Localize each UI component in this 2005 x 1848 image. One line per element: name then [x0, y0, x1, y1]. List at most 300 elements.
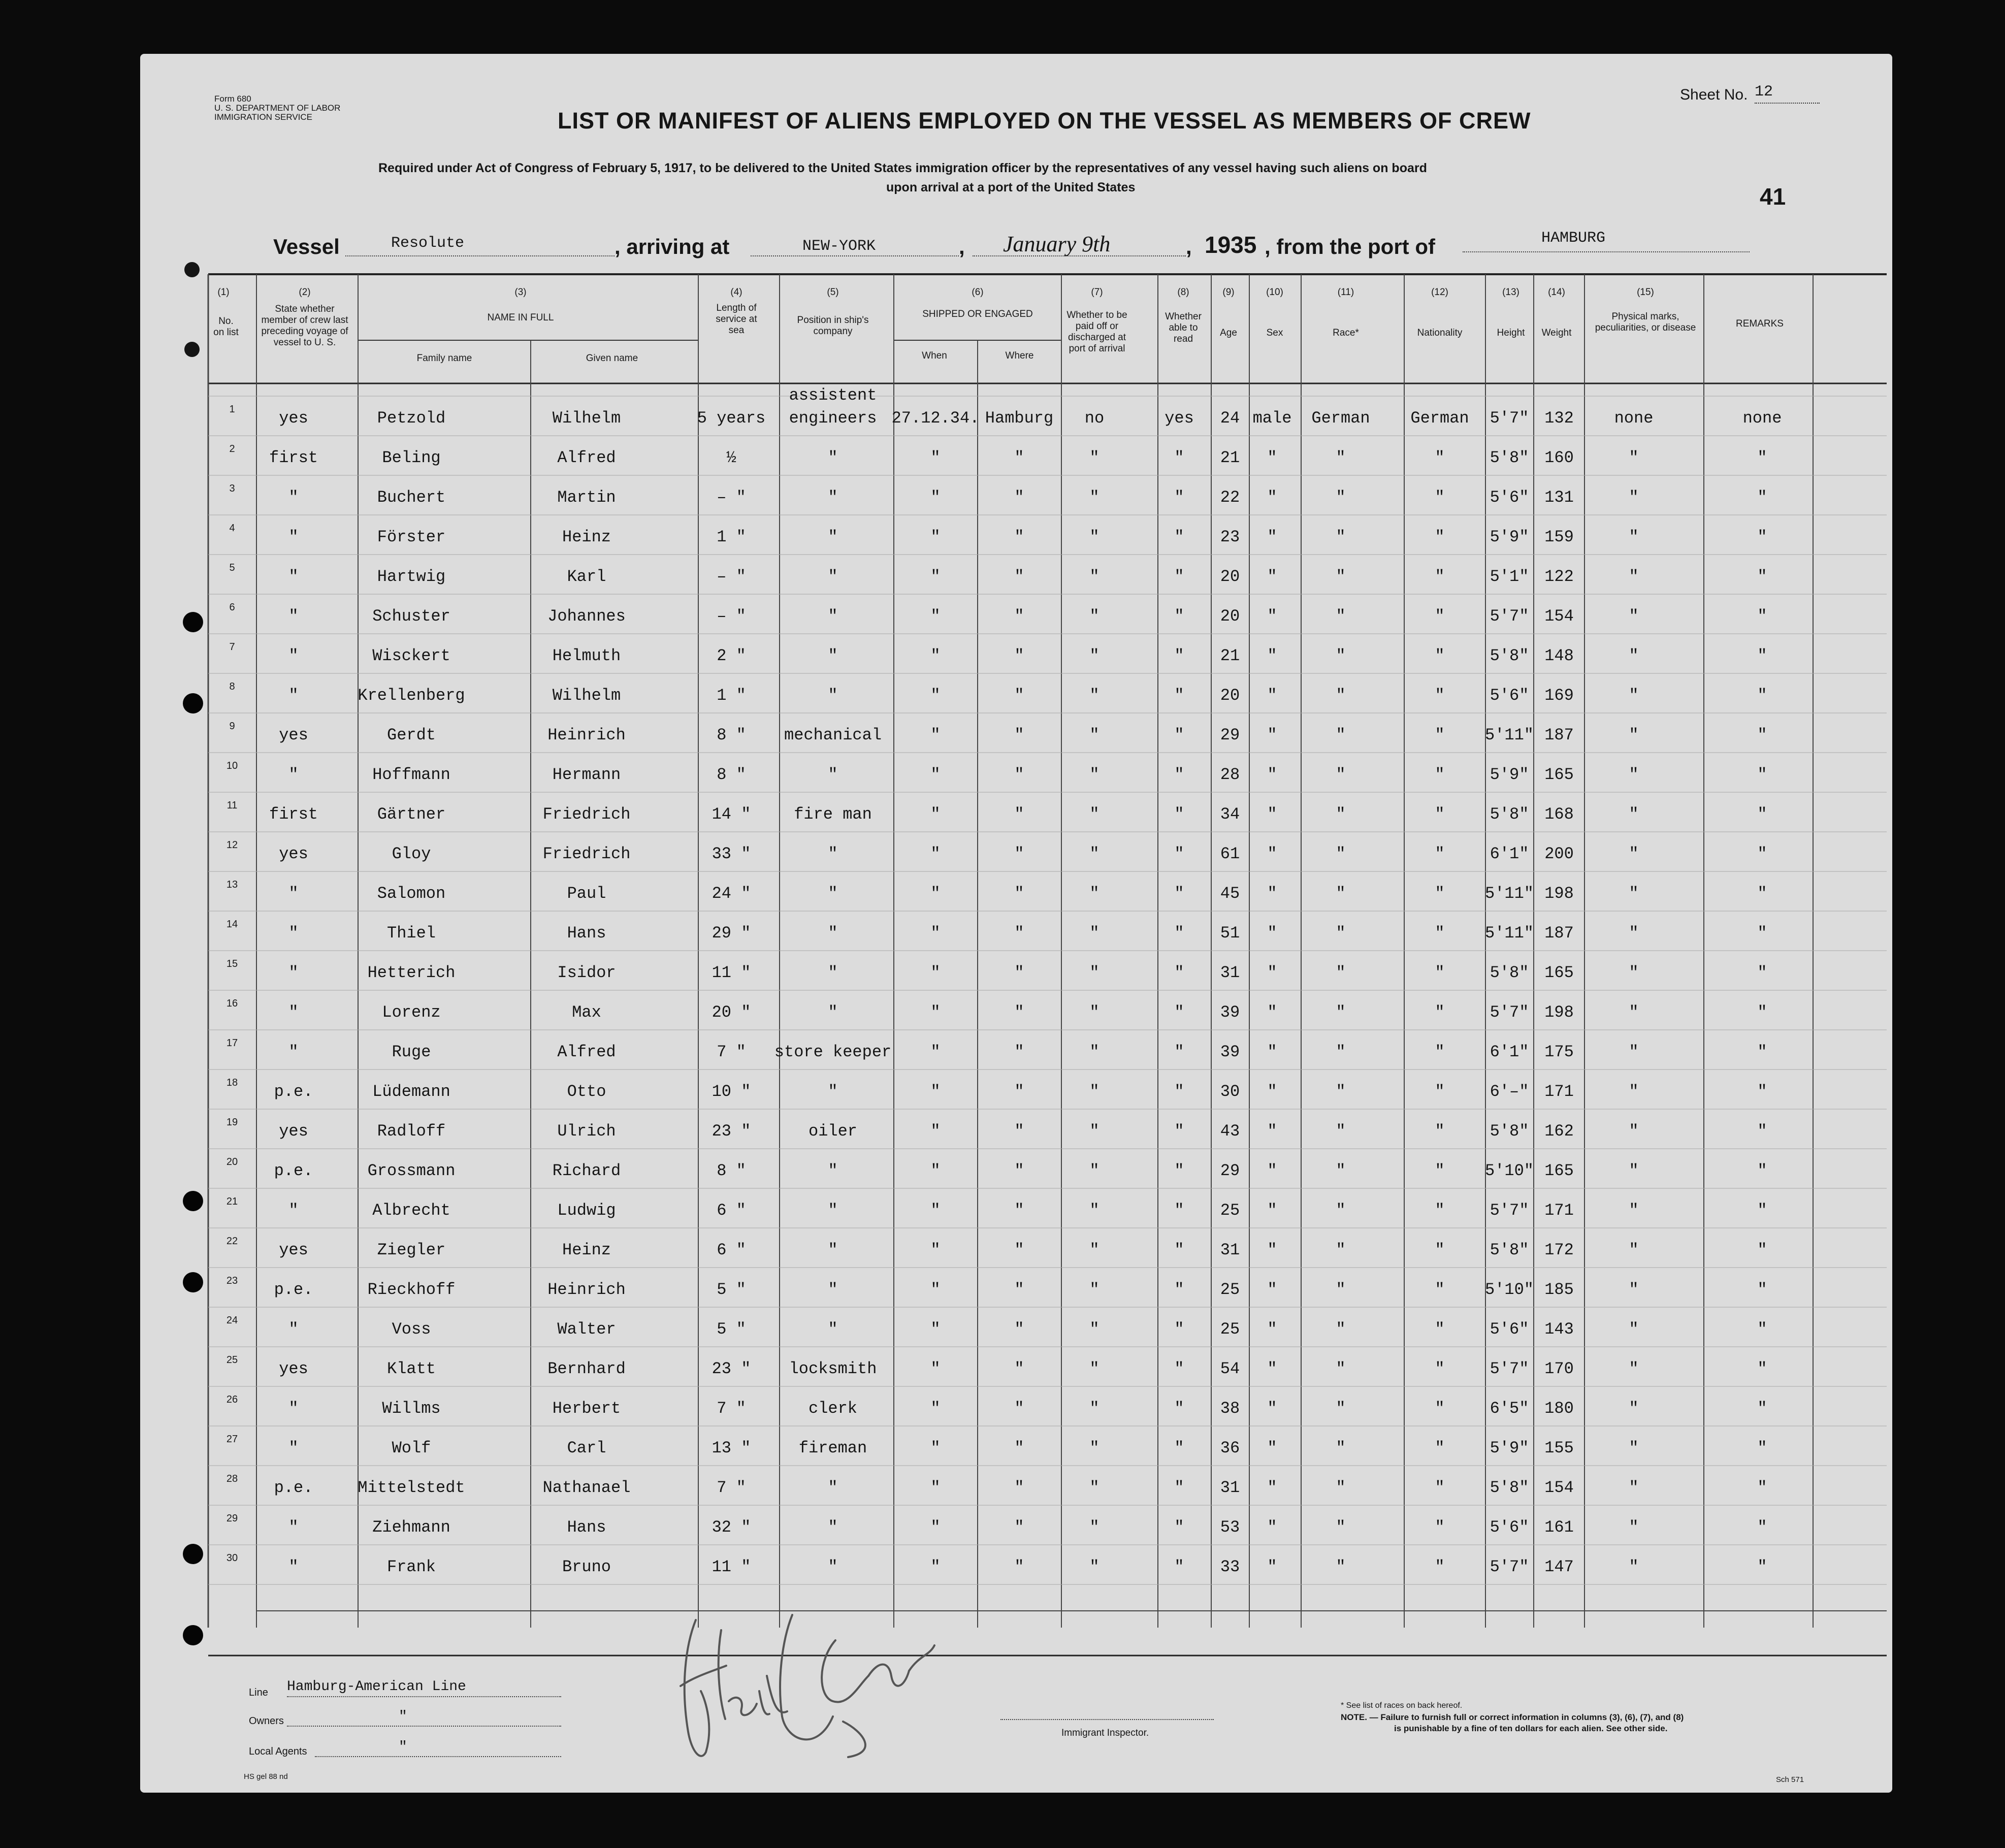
cell-sex: ": [1267, 1241, 1277, 1259]
races-note: * See list of races on back hereof.: [1341, 1701, 1463, 1710]
cell-weight: 165: [1544, 1161, 1574, 1180]
cell-remarks: ": [1757, 528, 1767, 546]
cell-no: 9: [229, 721, 235, 732]
cell-when: ": [930, 726, 941, 744]
page-subtitle: Required under Act of Congress of February 5, 1917, to be delivered to the United States immigration officer by the representatives of any vessel having such aliens on board: [378, 161, 1427, 175]
cell-where: ": [1014, 1558, 1024, 1576]
cell-read: ": [1174, 567, 1184, 586]
cell-race: ": [1336, 1399, 1346, 1418]
cell-paid: ": [1089, 1241, 1099, 1259]
cell-prev: yes: [279, 1359, 308, 1378]
cell-weight: 171: [1544, 1201, 1574, 1220]
cell-nat: ": [1435, 1320, 1445, 1339]
penalty-note-2: is punishable by a fine of ten dollars for each alien. See other side.: [1394, 1724, 1668, 1733]
cell-read: ": [1174, 1518, 1184, 1537]
cell-read: ": [1174, 726, 1184, 744]
cell-where: ": [1014, 1201, 1024, 1220]
cell-remarks: ": [1757, 845, 1767, 863]
penalty-note: NOTE. — Failure to furnish full or correct information in columns (3), (6), (7), and (8): [1341, 1712, 1684, 1722]
cell-weight: 161: [1544, 1518, 1574, 1537]
line-value: Hamburg-American Line: [287, 1679, 466, 1695]
cell-where: ": [1014, 607, 1024, 626]
cell-position: mechanical: [784, 726, 882, 744]
cell-weight: 168: [1544, 805, 1574, 824]
cell-weight: 185: [1544, 1280, 1574, 1299]
cell-service: 29 ": [712, 924, 751, 943]
cell-read: ": [1174, 1399, 1184, 1418]
cell-service: 23 ": [712, 1122, 751, 1141]
cell-marks: ": [1629, 805, 1639, 824]
inspector-label: Immigrant Inspector.: [1061, 1728, 1149, 1738]
col-10-header: Sex: [1266, 328, 1283, 338]
cell-nat: ": [1435, 1241, 1445, 1259]
cell-nat: ": [1435, 1201, 1445, 1220]
cell-age: 29: [1220, 1161, 1240, 1180]
cell-family: Hoffmann: [372, 765, 450, 784]
cell-family: Rieckhoff: [367, 1280, 456, 1299]
cell-prev: ": [288, 924, 299, 943]
col-3-given-header: Given name: [586, 353, 638, 364]
col-8-number: (8): [1177, 287, 1189, 298]
cell-when: ": [930, 1320, 941, 1339]
cell-paid: ": [1089, 448, 1099, 467]
cell-when: ": [930, 528, 941, 546]
cell-race: ": [1336, 488, 1346, 507]
cell-sex: ": [1267, 567, 1277, 586]
cell-race: ": [1336, 1161, 1346, 1180]
col-5-number: (5): [827, 287, 839, 298]
cell-given: Walter: [557, 1320, 616, 1339]
cell-weight: 131: [1544, 488, 1574, 507]
cell-race: ": [1336, 1518, 1346, 1537]
cell-race: ": [1336, 805, 1346, 824]
cell-paid: ": [1089, 528, 1099, 546]
cell-read: ": [1174, 845, 1184, 863]
cell-position: ": [828, 924, 838, 943]
cell-family: Radloff: [377, 1122, 446, 1141]
cell-where: ": [1014, 1003, 1024, 1022]
cell-family: Lüdemann: [372, 1082, 450, 1101]
cell-race: ": [1336, 726, 1346, 744]
col-13-header: Height: [1497, 328, 1525, 338]
cell-given: Heinz: [562, 528, 611, 546]
cell-where: ": [1014, 1439, 1024, 1457]
cell-given: Martin: [557, 488, 616, 507]
cell-remarks: ": [1757, 1280, 1767, 1299]
cell-when: ": [930, 1439, 941, 1457]
cell-age: 21: [1220, 448, 1240, 467]
cell-when: ": [930, 567, 941, 586]
cell-marks: none: [1614, 409, 1654, 428]
cell-position: ": [828, 1280, 838, 1299]
cell-remarks: ": [1757, 1161, 1767, 1180]
cell-service: 5 ": [717, 1280, 746, 1299]
cell-read: ": [1174, 646, 1184, 665]
cell-prev: yes: [279, 845, 308, 863]
col-1-header: No. on list: [213, 316, 239, 338]
cell-sex: ": [1267, 448, 1277, 467]
cell-race: ": [1336, 1201, 1346, 1220]
cell-read: ": [1174, 1558, 1184, 1576]
cell-read: ": [1174, 686, 1184, 705]
cell-age: 31: [1220, 963, 1240, 982]
cell-nat: ": [1435, 1280, 1445, 1299]
cell-sex: ": [1267, 646, 1277, 665]
cell-weight: 198: [1544, 884, 1574, 903]
cell-family: Gärtner: [377, 805, 446, 824]
col-3-header: NAME IN FULL: [487, 312, 554, 323]
cell-paid: ": [1089, 686, 1099, 705]
bottom-code: HS gel 88 nd: [244, 1772, 288, 1781]
cell-family: Thiel: [386, 924, 436, 943]
cell-no: 19: [226, 1117, 238, 1128]
col-14-header: Weight: [1541, 328, 1572, 338]
cell-family: Gerdt: [386, 726, 436, 744]
page-number: 41: [1760, 183, 1786, 210]
cell-given: Hans: [567, 1518, 606, 1537]
cell-prev: yes: [279, 726, 308, 744]
cell-nat: ": [1435, 1399, 1445, 1418]
cell-nat: ": [1435, 567, 1445, 586]
cell-given: Nathanael: [542, 1478, 631, 1497]
cell-nat: ": [1435, 1003, 1445, 1022]
cell-position: ": [828, 567, 838, 586]
cell-height: 5'6": [1490, 488, 1529, 507]
cell-height: 5'11": [1484, 884, 1534, 903]
cell-when: ": [930, 646, 941, 665]
cell-given: Herbert: [552, 1399, 621, 1418]
cell-height: 5'8": [1490, 805, 1529, 824]
cell-height: 6'–": [1490, 1082, 1529, 1101]
cell-family: Beling: [382, 448, 441, 467]
cell-height: 5'8": [1490, 448, 1529, 467]
cell-paid: ": [1089, 1201, 1099, 1220]
cell-family: Salomon: [377, 884, 446, 903]
cell-height: 6'5": [1490, 1399, 1529, 1418]
cell-service: 8 ": [717, 1161, 746, 1180]
col-2-header: State whether member of crew last preceding voyage of vessel to U. S.: [261, 304, 348, 348]
cell-no: 21: [226, 1196, 238, 1207]
cell-position: engineers: [789, 409, 877, 428]
cell-paid: no: [1084, 409, 1105, 428]
cell-paid: ": [1089, 1043, 1099, 1061]
cell-remarks: none: [1742, 409, 1782, 428]
cell-height: 5'1": [1490, 567, 1529, 586]
inspector-rule: [1000, 1719, 1214, 1720]
cell-sex: ": [1267, 805, 1277, 824]
cell-prev: ": [288, 884, 299, 903]
cell-when: ": [930, 1518, 941, 1537]
col-12-header: Nationality: [1417, 328, 1463, 338]
cell-where: ": [1014, 765, 1024, 784]
cell-age: 25: [1220, 1280, 1240, 1299]
cell-age: 54: [1220, 1359, 1240, 1378]
cell-race: ": [1336, 963, 1346, 982]
cell-age: 31: [1220, 1478, 1240, 1497]
cell-weight: 147: [1544, 1558, 1574, 1576]
cell-position: clerk: [808, 1399, 858, 1418]
vessel-name: Resolute: [391, 235, 465, 252]
col-1-number: (1): [217, 287, 230, 298]
cell-nat: ": [1435, 924, 1445, 943]
cell-no: 20: [226, 1156, 238, 1168]
cell-service: – ": [717, 607, 746, 626]
cell-where: ": [1014, 1122, 1024, 1141]
cell-paid: ": [1089, 845, 1099, 863]
cell-prev: ": [288, 646, 299, 665]
cell-sex: ": [1267, 1320, 1277, 1339]
cell-race: ": [1336, 567, 1346, 586]
cell-height: 5'6": [1490, 1320, 1529, 1339]
cell-service: 23 ": [712, 1359, 751, 1378]
cell-where: ": [1014, 1082, 1024, 1101]
vessel-label: Vessel: [273, 235, 340, 258]
cell-marks: ": [1629, 686, 1639, 705]
cell-paid: ": [1089, 1161, 1099, 1180]
cell-height: 5'11": [1484, 924, 1534, 943]
cell-position: ": [828, 1003, 838, 1022]
cell-family: Schuster: [372, 607, 450, 626]
col-7-header: Whether to be paid off or discharged at port of arrival: [1066, 310, 1127, 354]
local-agents-value: ": [399, 1739, 407, 1755]
cell-position: ": [828, 1241, 838, 1259]
local-agents-label: Local Agents: [249, 1746, 307, 1757]
cell-no: 27: [226, 1434, 238, 1445]
cell-service: – ": [717, 488, 746, 507]
line-label: Line: [249, 1687, 268, 1698]
cell-when: ": [930, 488, 941, 507]
cell-marks: ": [1629, 1558, 1639, 1576]
cell-age: 24: [1220, 409, 1240, 428]
cell-where: ": [1014, 1518, 1024, 1537]
cell-family: Wisckert: [372, 646, 450, 665]
cell-where: ": [1014, 1399, 1024, 1418]
cell-given: Alfred: [557, 448, 616, 467]
cell-paid: ": [1089, 646, 1099, 665]
cell-marks: ": [1629, 1399, 1639, 1418]
col-4-header: Length of service at sea: [716, 303, 757, 336]
department-line: U. S. DEPARTMENT OF LABOR: [214, 103, 341, 113]
cell-age: 21: [1220, 646, 1240, 665]
cell-read: ": [1174, 1003, 1184, 1022]
cell-paid: ": [1089, 765, 1099, 784]
cell-position: fire man: [794, 805, 872, 824]
cell-marks: ": [1629, 884, 1639, 903]
cell-when: ": [930, 845, 941, 863]
col-10-number: (10): [1266, 287, 1283, 298]
cell-service: 7 ": [717, 1478, 746, 1497]
separator-comma: ,: [1186, 235, 1192, 258]
cell-race: ": [1336, 1280, 1346, 1299]
remarks-header: REMARKS: [1736, 318, 1784, 329]
cell-remarks: ": [1757, 607, 1767, 626]
cell-given: Bruno: [562, 1558, 611, 1576]
form-number: Form 680: [214, 94, 251, 104]
cell-prev: ": [288, 528, 299, 546]
col-5-header: Position in ship's company: [797, 315, 869, 337]
cell-weight: 180: [1544, 1399, 1574, 1418]
cell-no: 28: [226, 1473, 238, 1484]
cell-remarks: ": [1757, 1399, 1767, 1418]
cell-no: 30: [226, 1552, 238, 1564]
cell-race: ": [1336, 1558, 1346, 1576]
col-6-when-header: When: [922, 350, 947, 361]
cell-service: 5 years: [697, 409, 766, 428]
cell-when: ": [930, 686, 941, 705]
cell-race: ": [1336, 448, 1346, 467]
col-6-number: (6): [972, 287, 984, 298]
cell-position: ": [828, 845, 838, 863]
cell-remarks: ": [1757, 805, 1767, 824]
cell-nat: German: [1410, 409, 1469, 428]
cell-marks: ": [1629, 765, 1639, 784]
cell-where: ": [1014, 924, 1024, 943]
cell-prev: ": [288, 1003, 299, 1022]
cell-paid: ": [1089, 567, 1099, 586]
cell-when: ": [930, 1399, 941, 1418]
cell-remarks: ": [1757, 488, 1767, 507]
cell-prev: ": [288, 1558, 299, 1576]
cell-no: 11: [227, 800, 238, 811]
cell-prev: ": [288, 607, 299, 626]
cell-sex: ": [1267, 963, 1277, 982]
cell-when: ": [930, 1478, 941, 1497]
cell-paid: ": [1089, 1280, 1099, 1299]
cell-no: 7: [229, 641, 235, 653]
cell-age: 38: [1220, 1399, 1240, 1418]
cell-family: Buchert: [377, 488, 446, 507]
cell-position: ": [828, 1320, 838, 1339]
cell-prev: p.e.: [274, 1082, 313, 1101]
cell-marks: ": [1629, 1518, 1639, 1537]
cell-when: ": [930, 1280, 941, 1299]
cell-marks: ": [1629, 1280, 1639, 1299]
cell-race: ": [1336, 765, 1346, 784]
cell-paid: ": [1089, 1082, 1099, 1101]
col-8-header: Whether able to read: [1165, 311, 1202, 344]
cell-service: 5 ": [717, 1320, 746, 1339]
cell-no: 17: [226, 1038, 238, 1049]
cell-family: Grossmann: [367, 1161, 456, 1180]
cell-remarks: ": [1757, 1518, 1767, 1537]
cell-position: ": [828, 1478, 838, 1497]
cell-sex: ": [1267, 1359, 1277, 1378]
cell-read: ": [1174, 1320, 1184, 1339]
cell-where: ": [1014, 528, 1024, 546]
cell-remarks: ": [1757, 1558, 1767, 1576]
cell-no: 24: [226, 1315, 238, 1326]
cell-where: ": [1014, 686, 1024, 705]
cell-sex: ": [1267, 528, 1277, 546]
cell-where: ": [1014, 1478, 1024, 1497]
cell-position: ": [828, 607, 838, 626]
cell-family: Frank: [386, 1558, 436, 1576]
cell-position: ": [828, 528, 838, 546]
cell-nat: ": [1435, 488, 1445, 507]
cell-family: Willms: [382, 1399, 441, 1418]
cell-service: 33 ": [712, 845, 751, 863]
cell-paid: ": [1089, 805, 1099, 824]
cell-position: ": [828, 686, 838, 705]
cell-race: ": [1336, 884, 1346, 903]
cell-no: 15: [226, 958, 238, 969]
cell-nat: ": [1435, 646, 1445, 665]
cell-service: 10 ": [712, 1082, 751, 1101]
line-rule: [287, 1696, 561, 1697]
cell-remarks: ": [1757, 924, 1767, 943]
cell-remarks: ": [1757, 567, 1767, 586]
cell-given: Carl: [567, 1439, 606, 1457]
cell-given: Ludwig: [557, 1201, 616, 1220]
cell-paid: ": [1089, 1122, 1099, 1141]
cell-where: ": [1014, 488, 1024, 507]
cell-sex: ": [1267, 1201, 1277, 1220]
cell-remarks: ": [1757, 884, 1767, 903]
cell-sex: ": [1267, 686, 1277, 705]
cell-nat: ": [1435, 1558, 1445, 1576]
col-9-header: Age: [1220, 328, 1237, 338]
cell-read: ": [1174, 1439, 1184, 1457]
col-4-number: (4): [730, 287, 742, 298]
cell-when: ": [930, 805, 941, 824]
cell-position: fireman: [798, 1439, 867, 1457]
cell-sex: ": [1267, 726, 1277, 744]
cell-where: ": [1014, 884, 1024, 903]
cell-read: ": [1174, 805, 1184, 824]
cell-position: ": [828, 488, 838, 507]
cell-read: ": [1174, 884, 1184, 903]
cell-sex: ": [1267, 1478, 1277, 1497]
cell-paid: ": [1089, 1003, 1099, 1022]
cell-age: 39: [1220, 1043, 1240, 1061]
cell-weight: 160: [1544, 448, 1574, 467]
cell-when: ": [930, 1043, 941, 1061]
cell-age: 30: [1220, 1082, 1240, 1101]
cell-height: 5'10": [1484, 1161, 1534, 1180]
cell-remarks: ": [1757, 646, 1767, 665]
cell-prev: first: [269, 448, 318, 467]
cell-family: Hetterich: [367, 963, 456, 982]
cell-weight: 187: [1544, 726, 1574, 744]
cell-where: ": [1014, 1359, 1024, 1378]
cell-read: ": [1174, 1359, 1184, 1378]
cell-service: 32 ": [712, 1518, 751, 1537]
cell-prev: ": [288, 488, 299, 507]
cell-height: 5'9": [1490, 1439, 1529, 1457]
cell-position: locksmith: [789, 1359, 877, 1378]
cell-when: ": [930, 1201, 941, 1220]
cell-weight: 198: [1544, 1003, 1574, 1022]
cell-height: 5'9": [1490, 765, 1529, 784]
cell-service: 20 ": [712, 1003, 751, 1022]
cell-where: ": [1014, 448, 1024, 467]
cell-no: 6: [229, 602, 235, 613]
cell-paid: ": [1089, 963, 1099, 982]
cell-no: 12: [226, 839, 238, 851]
cell-nat: ": [1435, 1439, 1445, 1457]
cell-race: ": [1336, 686, 1346, 705]
cell-nat: ": [1435, 845, 1445, 863]
cell-marks: ": [1629, 448, 1639, 467]
cell-prev: p.e.: [274, 1478, 313, 1497]
cell-family: Ruge: [392, 1043, 431, 1061]
cell-height: 5'8": [1490, 1478, 1529, 1497]
col-15-header: Physical marks, peculiarities, or disease: [1595, 311, 1696, 333]
cell-given: Ulrich: [557, 1122, 616, 1141]
cell-no: 10: [226, 760, 238, 771]
cell-given: Johannes: [547, 607, 626, 626]
cell-marks: ": [1629, 646, 1639, 665]
